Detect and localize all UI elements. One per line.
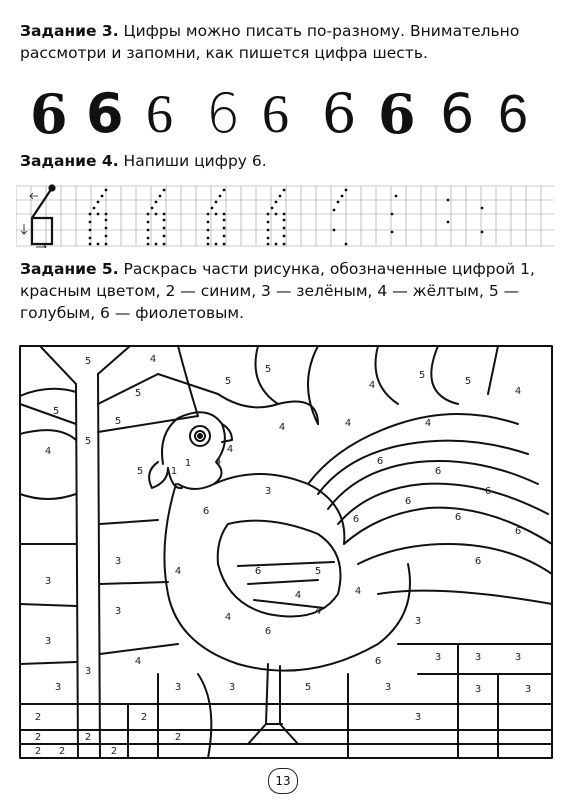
region-number: 3 <box>474 684 482 695</box>
task-3 <box>20 20 553 64</box>
region-number: 4 <box>424 418 432 429</box>
six-sample: 6 <box>146 84 173 144</box>
region-number: 6 <box>254 566 262 577</box>
region-number: 2 <box>140 712 148 723</box>
digit-six-samples <box>30 84 550 144</box>
region-number: 6 <box>404 496 412 507</box>
region-number: 3 <box>264 486 272 497</box>
region-number: 4 <box>226 444 234 455</box>
region-number: 2 <box>58 746 66 757</box>
region-number: 6 <box>474 556 482 567</box>
writing-grid[interactable] <box>16 184 554 248</box>
region-number: 4 <box>294 590 302 601</box>
six-sample: 6 <box>498 84 529 144</box>
region-number: 4 <box>354 586 362 597</box>
task-4-label: Задание 4. <box>20 152 119 170</box>
task-4 <box>20 150 553 172</box>
region-number: 5 <box>224 376 232 387</box>
region-number: 6 <box>376 456 384 467</box>
six-sample: 6 <box>86 82 124 145</box>
region-number: 1 <box>170 466 178 477</box>
region-number: 4 <box>278 422 286 433</box>
region-number: 3 <box>434 652 442 663</box>
region-number: 3 <box>54 682 62 693</box>
region-number: 2 <box>110 746 118 757</box>
rooster-coloring-picture[interactable] <box>18 344 554 760</box>
region-number: 3 <box>514 652 522 663</box>
region-number: 3 <box>474 652 482 663</box>
region-number: 3 <box>414 616 422 627</box>
region-number: 5 <box>464 376 472 387</box>
task-5 <box>20 258 553 324</box>
region-number: 3 <box>44 636 52 647</box>
task-5-label: Задание 5. <box>20 260 119 278</box>
region-number: 6 <box>352 514 360 525</box>
region-number: 4 <box>214 456 222 467</box>
region-number: 5 <box>136 466 144 477</box>
six-sample: 6 <box>440 82 475 145</box>
region-number: 5 <box>418 370 426 381</box>
region-number: 2 <box>84 732 92 743</box>
region-number: 2 <box>34 712 42 723</box>
region-number: 4 <box>224 612 232 623</box>
region-number: 3 <box>84 666 92 677</box>
region-number: 4 <box>314 606 322 617</box>
region-number: 5 <box>52 406 60 417</box>
region-number: 4 <box>344 418 352 429</box>
region-number: 5 <box>264 364 272 375</box>
region-number: 6 <box>454 512 462 523</box>
six-sample: 6 <box>262 84 289 144</box>
region-number: 5 <box>84 436 92 447</box>
region-number: 4 <box>134 656 142 667</box>
task-4-text: Напиши цифру 6. <box>123 152 267 170</box>
task-3-label: Задание 3. <box>20 22 119 40</box>
region-number: 6 <box>202 506 210 517</box>
region-number: 6 <box>264 626 272 637</box>
task-3-text: Цифры можно писать по-разному. Внимательно рассмотри и запомни, как пишется цифра шесть. <box>20 22 520 62</box>
region-number: 5 <box>84 356 92 367</box>
region-number: 3 <box>414 712 422 723</box>
region-number: 6 <box>514 526 522 537</box>
region-number: 4 <box>44 446 52 457</box>
region-number: 3 <box>524 684 532 695</box>
region-number: 4 <box>514 386 522 397</box>
region-number: 4 <box>368 380 376 391</box>
six-sample: 6 <box>322 82 357 145</box>
region-number: 6 <box>484 486 492 497</box>
region-number: 5 <box>114 416 122 427</box>
region-number: 3 <box>114 556 122 567</box>
region-number: 3 <box>44 576 52 587</box>
region-number: 5 <box>314 566 322 577</box>
region-number: 2 <box>174 732 182 743</box>
task-5-text: Раскрась части рисунка, обозначенные цифрой 1, красным цветом, 2 — синим, 3 — зелёным, 4 — жёлтым, 5 — голубым, 6 — фиолетовым. <box>20 260 535 322</box>
six-sample: 6 <box>206 82 241 145</box>
region-number: 3 <box>228 682 236 693</box>
six-sample: 6 <box>378 82 416 146</box>
region-number: 4 <box>149 354 157 365</box>
region-number: 6 <box>434 466 442 477</box>
region-number: 2 <box>34 732 42 743</box>
region-number: 3 <box>384 682 392 693</box>
six-sample: 6 <box>30 82 68 146</box>
region-number: 2 <box>34 746 42 757</box>
region-number: 3 <box>114 606 122 617</box>
page-number: 13 <box>268 768 298 794</box>
region-number: 5 <box>134 388 142 399</box>
region-number: 5 <box>304 682 312 693</box>
region-number: 4 <box>174 566 182 577</box>
region-number: 1 <box>184 458 192 469</box>
region-number: 6 <box>374 656 382 667</box>
region-number: 3 <box>174 682 182 693</box>
